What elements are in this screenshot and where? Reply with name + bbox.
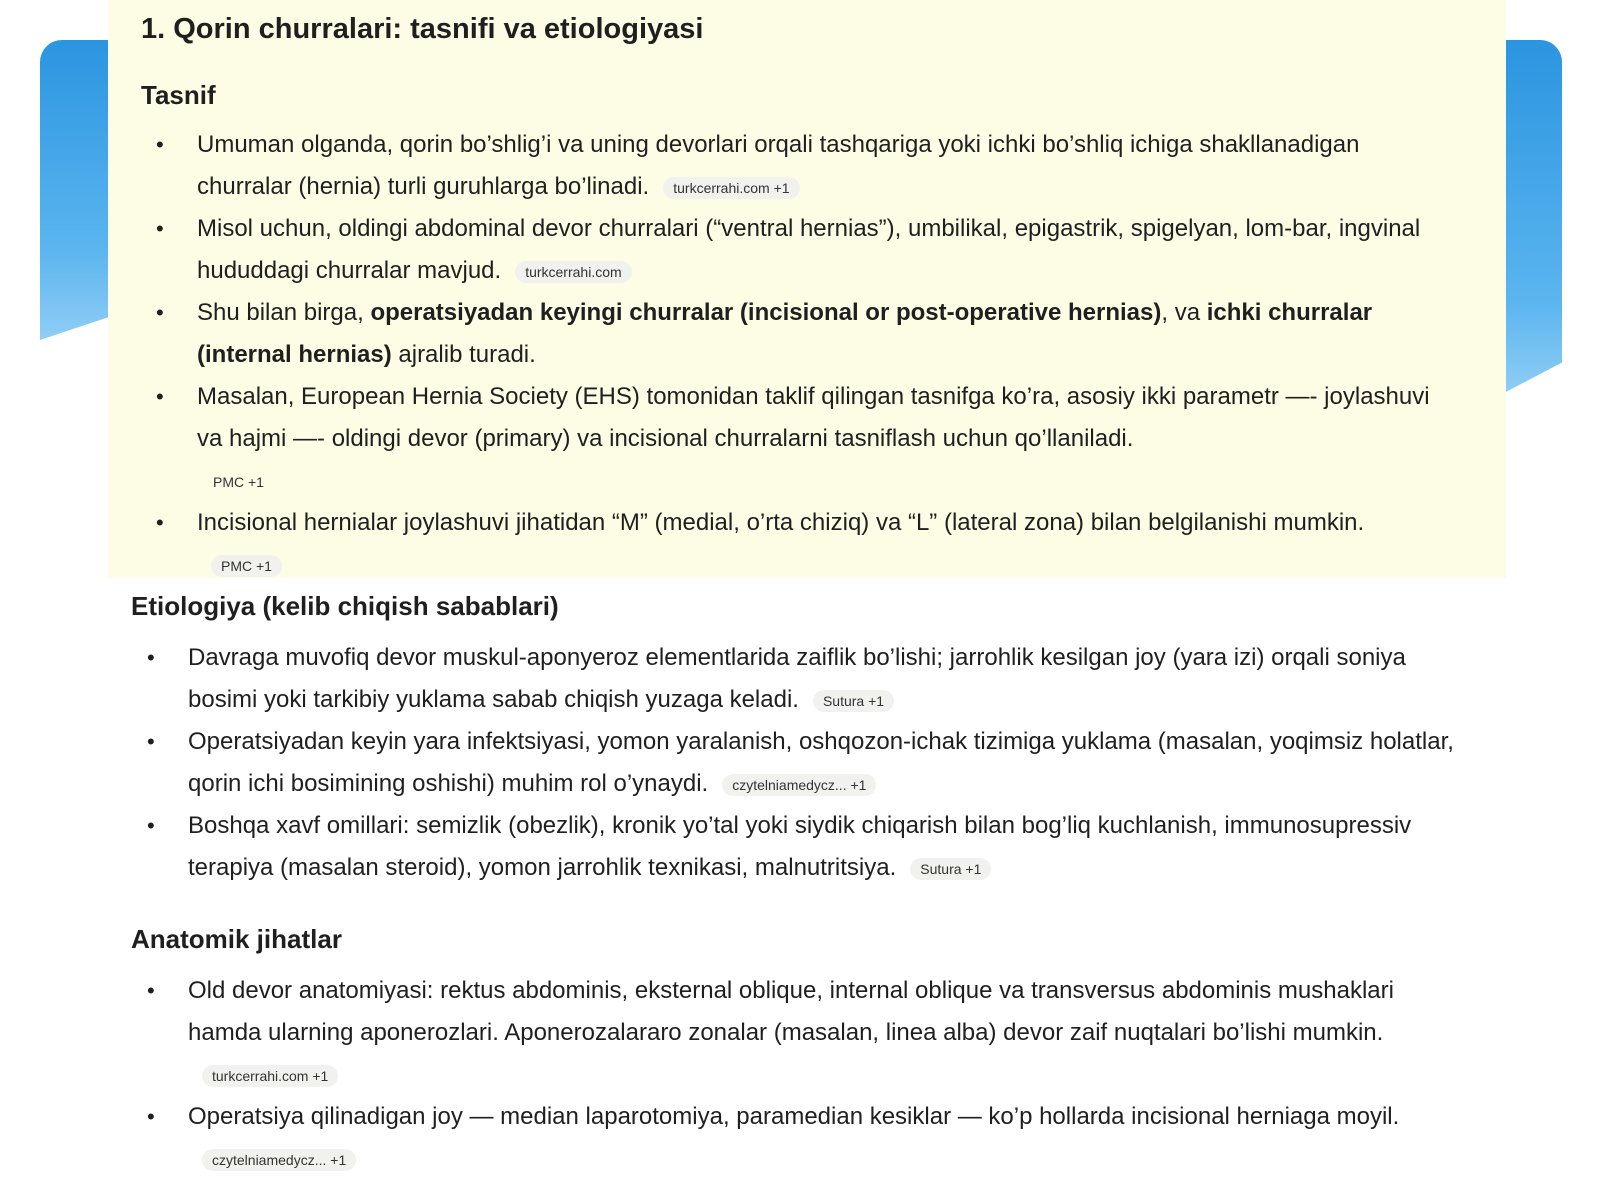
source-citation-chip[interactable]: PMC +1	[213, 473, 264, 490]
etiologiya-list	[133, 637, 1463, 889]
bullet-icon: •	[156, 216, 164, 241]
item-text: Operatsiya qilinadigan joy — median laparotomiya, paramedian kesiklar — ko’p hollarda incisional herniaga moyil.	[188, 1103, 1400, 1130]
bullet-icon: •	[147, 978, 155, 1003]
item-text: Boshqa xavf omillari: semizlik (obezlik), kronik yo’tal yoki siydik chiqarish bilan bog’liq kuchlanish, immunosupressiv terapiya (masalan steroid), yomon jarrohlik texnikasi, malnutritsiya.	[188, 812, 1412, 881]
bullet-icon: •	[147, 729, 155, 754]
list-item	[133, 805, 1463, 889]
bullet-icon: •	[156, 132, 164, 157]
bullet-icon: •	[147, 813, 155, 838]
source-citation-chip[interactable]: turkcerrahi.com +1	[202, 1065, 338, 1087]
list-item	[133, 970, 1463, 1096]
item-text: ajralib turadi.	[391, 341, 536, 368]
section-heading-etiologiya: Etiologiya (kelib chiqish sabablari)	[131, 591, 559, 621]
item-text: Davraga muvofiq devor muskul-aponyeroz elementlarida zaiflik bo’lishi; jarrohlik kesilgan joy (yara izi) orqali soniya bosimi yoki tarkibiy yuklama sabab chiqish yuzaga keladi.	[188, 644, 1406, 713]
item-text: Misol uchun, oldingi abdominal devor churralari (“ventral hernias”), umbilikal, epigastrik, spigelyan, lom-bar, ingvinal hududdagi churralar mavjud.	[197, 215, 1421, 284]
list-item	[133, 637, 1463, 721]
item-text: Operatsiyadan keyin yara infektsiyasi, yomon yaralanish, oshqozon-ichak tizimiga yuklama (masalan, yoqimsiz holatlar, qorin ichi bosimining oshishi) muhim rol o’ynaydi.	[188, 728, 1454, 797]
source-citation-chip[interactable]: czytelniamedycz... +1	[202, 1149, 356, 1171]
section-heading-tasnif: Tasnif	[141, 80, 216, 110]
source-citation-chip[interactable]: turkcerrahi.com +1	[663, 177, 799, 199]
source-citation-chip[interactable]: czytelniamedycz... +1	[722, 774, 876, 796]
list-item	[142, 502, 1442, 586]
list-item	[133, 1096, 1463, 1180]
item-text: Old devor anatomiyasi: rektus abdominis, eksternal oblique, internal oblique va transversus abdominis mushaklari hamda ularning aponerozlari. Aponerozalararo zonalar (masalan, linea alba) devor zaif nuqtalari bo’lishi mumkin.	[188, 977, 1394, 1046]
source-citation-chip[interactable]: Sutura +1	[910, 858, 991, 880]
page-title: 1. Qorin churralari: tasnifi va etiologiyasi	[141, 13, 704, 45]
item-text: Masalan, European Hernia Society (EHS) tomonidan taklif qilingan tasnifga ko’ra, asosiy ikki parametr —- joylashuvi va hajmi —- oldingi devor (primary) va incisional churralarni tasniflash uchun qo’llaniladi.	[197, 383, 1430, 452]
item-text: , va	[1161, 299, 1207, 326]
source-citation-chip[interactable]: Sutura +1	[813, 690, 894, 712]
anatomik-list	[133, 970, 1463, 1180]
bold-text: ichki churralar (internal hernias)	[197, 299, 1373, 368]
bullet-icon: •	[156, 510, 164, 535]
tasnif-list	[142, 124, 1442, 586]
list-item	[142, 124, 1442, 208]
bullet-icon: •	[156, 300, 164, 325]
source-citation-chip[interactable]: PMC +1	[211, 555, 282, 577]
list-item	[142, 376, 1442, 502]
item-text: Incisional hernialar joylashuvi jihatidan “M” (medial, o’rta chiziq) va “L” (lateral zona) bilan belgilanishi mumkin.	[197, 509, 1365, 536]
list-item	[142, 292, 1442, 376]
section-heading-anatomik: Anatomik jihatlar	[131, 924, 342, 954]
list-item	[133, 721, 1463, 805]
item-text: Umuman olganda, qorin bo’shlig’i va uning devorlari orqali tashqariga yoki ichki bo’shliq ichiga shakllanadigan churralar (hernia) turli guruhlarga bo’linadi.	[197, 131, 1360, 200]
item-text: Shu bilan birga,	[197, 299, 371, 326]
list-item	[142, 208, 1442, 292]
source-citation-chip[interactable]: turkcerrahi.com	[515, 261, 631, 283]
bullet-icon: •	[156, 384, 164, 409]
bullet-icon: •	[147, 1104, 155, 1129]
bullet-icon: •	[147, 645, 155, 670]
bold-text: operatsiyadan keyingi churralar (incisional or post-operative hernias)	[370, 299, 1162, 326]
